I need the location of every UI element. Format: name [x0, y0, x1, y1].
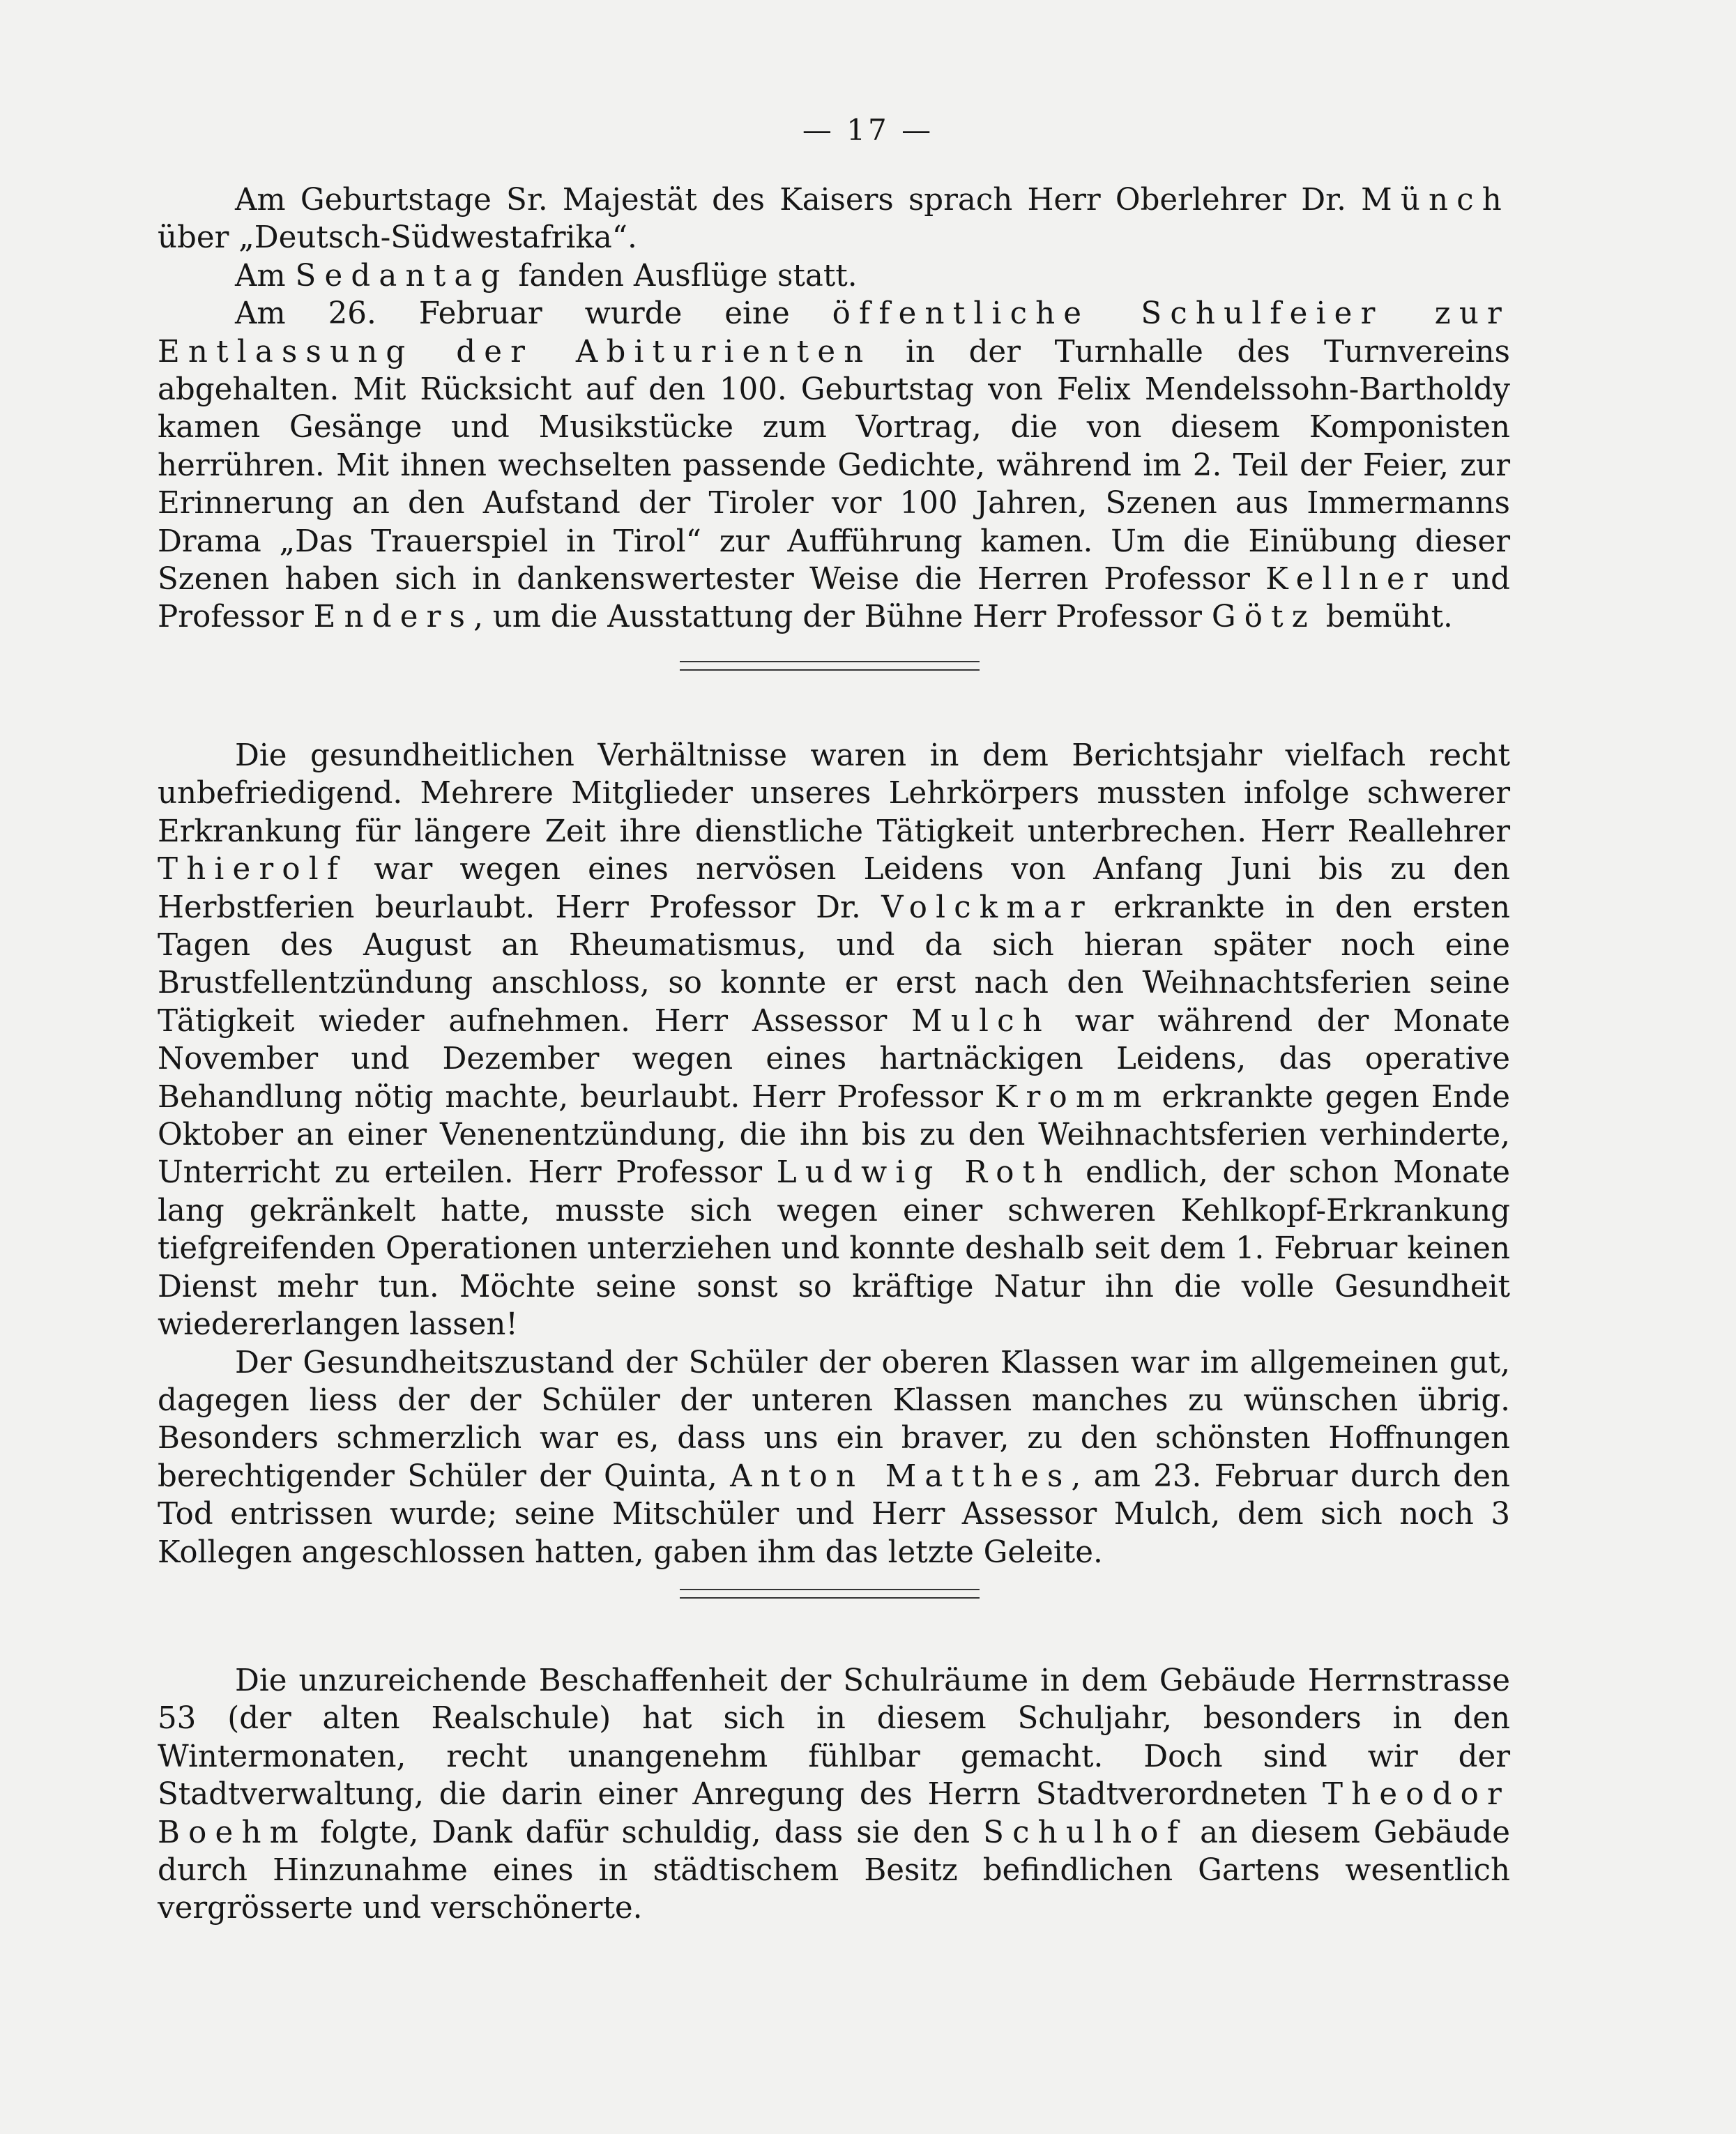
section-divider [680, 661, 980, 671]
paragraph-schoolyard: Die unzureichende Beschaffenheit der Schulräume in dem Gebäude Herrnstrasse 53 (der alten Realschule) hat sich in diesem Schuljahr, besonders in den Wintermonaten, recht unangenehm fühlbar gemacht. Doch sind wir der Stadtverwaltung, die darin einer Anregung des Herrn Stadtverordneten Theodor Boehm folgte, Dank dafür schuldig, dass sie den Schulhof an diesem Gebäude durch Hinzunahme eines in städtischem Besitz befindlichen Gartens wesentlich vergrösserte und verschönerte. [158, 1663, 1510, 1926]
paragraph-sedantag: Am Sedantag fanden Ausflüge statt. [235, 258, 858, 294]
page-number: — 17 — [802, 113, 934, 147]
section-health [158, 737, 1510, 1571]
section-celebrations [158, 181, 1510, 637]
paragraph-graduation-ceremony: Am 26. Februar wurde eine öffentliche Schulfeier zur Entlassung der Abiturienten in der Turnhalle des Turnvereins abgehalten. Mit Rücksicht auf den 100. Geburtstag von Felix Mendelssohn-Bartholdy kamen Gesänge und Musikstücke zum Vortrag, die von diesem Komponisten herrühren. Mit ihnen wechselten passende Gedichte, während im 2. Teil der Feier, zur Erinnerung an den Aufstand der Tiroler vor 100 Jahren, Szenen aus Immermanns Drama „Das Trauerspiel in Tirol“ zur Aufführung kamen. Um die Einübung dieser Szenen haben sich in dankenswertester Weise die Herren Professor Kellner und Professor Enders, um die Ausstattung der Bühne Herr Professor Götz bemüht. [158, 296, 1510, 635]
paragraph-student-health: Der Gesundheitszustand der Schüler der oberen Klassen war im allgemeinen gut, dagegen liess der der Schüler der unteren Klassen manches zu wünschen übrig. Besonders schmerzlich war es, dass uns ein braver, zu den schönsten Hoffnungen berechtigender Schüler der Quinta, Anton Matthes, am 23. Februar durch den Tod entrissen wurde; seine Mitschüler und Herr Assessor Mulch, dem sich noch 3 Kollegen angeschlossen hatten, gaben ihm das letzte Geleite. [158, 1345, 1510, 1570]
section-divider [680, 1589, 980, 1599]
paragraph-staff-health: Die gesundheitlichen Verhältnisse waren in dem Berichtsjahr vielfach recht unbefriedigend. Mehrere Mitglieder unseres Lehrkörpers mussten infolge schwerer Erkrankung für längere Zeit ihre dienstliche Tätigkeit unterbrechen. Herr Reallehrer Thierolf war wegen eines nervösen Leidens von Anfang Juni bis zu den Herbstferien beurlaubt. Herr Professor Dr. Volckmar erkrankte in den ersten Tagen des August an Rheumatismus, und da sich hieran später noch eine Brustfellentzündung anschloss, so konnte er erst nach den Weihnachtsferien seine Tätigkeit wieder aufnehmen. Herr Assessor Mulch war während der Monate November und Dezember wegen eines hartnäckigen Leidens, das operative Behandlung nötig machte, beurlaubt. Herr Professor Kromm erkrankte gegen Ende Oktober an einer Venenentzündung, die ihn bis zu den Weihnachtsferien verhinderte, Unterricht zu erteilen. Herr Professor Ludwig Roth endlich, der schon Monate lang gekränkelt hatte, musste sich wegen einer schweren Kehlkopf-Erkrankung tiefgreifenden Operationen unterziehen und konnte deshalb seit dem 1. Februar keinen Dienst mehr tun. Möchte seine sonst so kräftige Natur ihn die volle Gesundheit wiedererlangen lassen! [158, 738, 1510, 1343]
section-school-building [158, 1662, 1510, 1928]
paragraph-emperor-birthday: Am Geburtstage Sr. Majestät des Kaisers sprach Herr Oberlehrer Dr. Münch über „Deutsch-Südwestafrika“. [158, 183, 1510, 256]
